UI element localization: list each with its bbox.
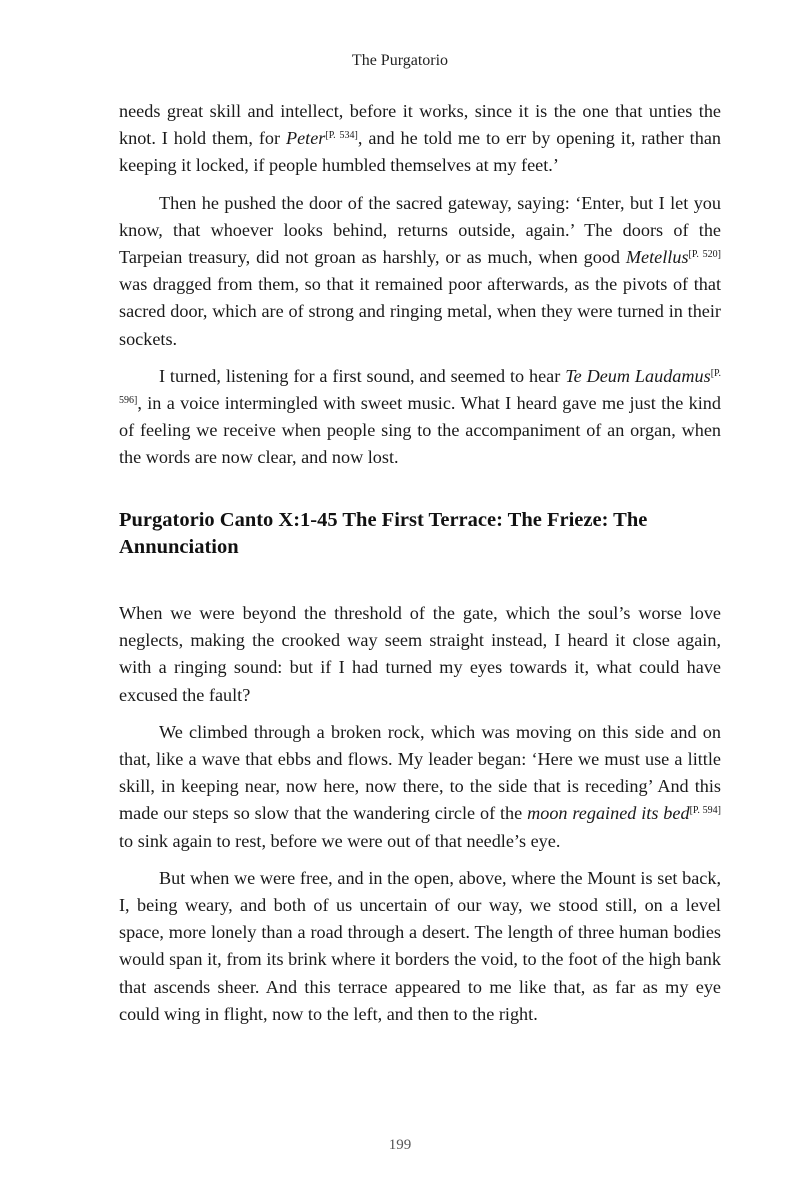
text-block-canto — [119, 600, 721, 1038]
page-reference-link[interactable]: [P. 596] — [119, 367, 722, 407]
paragraph: But when we were free, and in the open, above, where the Mount is set back, I, being weary, and both of us uncertain of our way, we stood still, on a level space, more lonely than a road through a desert. The length of three human bodies would span it, from its brink where it borders the void, to the foot of the high bank that ascends sheer. And this terrace appeared to me like that, as far as my eye could wing in flight, now to the left, and then to the right. — [119, 867, 721, 1024]
running-header: The Purgatorio — [351, 52, 449, 69]
text-block-continuation — [119, 98, 721, 482]
paragraph: I turned, listening for a first sound, and seemed to hear Te Deum Laudamus[P. 596], in a voice intermingled with sweet music. What I heard gave me just the kind of feeling we receive when people sing to the accompaniment of an organ, when the words are now clear, and now lost. — [119, 365, 722, 468]
page-reference-link[interactable]: [P. 594] — [689, 805, 721, 817]
paragraph: We climbed through a broken rock, which was moving on this side and on that, like a wave that ebbs and flows. My leader began: ‘Here we must use a little skill, in keeping near, now here, now there, to the side that is receding’ And this made our steps so slow that the wandering circle of the moon regained its bed[P. 594] to sink again to rest, before we were out of that needle’s eye. — [119, 721, 721, 851]
paragraph: When we were beyond the threshold of the gate, which the soul’s worse love neglects, making the crooked way seem straight instead, I heard it close again, with a ringing sound: but if I had turned my eyes towards it, what could have excused the fault? — [119, 603, 721, 705]
page-reference-link[interactable]: [P. 520] — [688, 249, 721, 261]
proper-name: Te Deum Laudamus — [565, 365, 711, 386]
paragraph: needs great skill and intellect, before it works, since it is the one that unties the knot. I hold them, for Peter[P. 534], and he told me to err by opening it, rather than keeping it locked, if people humbled themselves at my feet.’ — [119, 101, 721, 176]
proper-name: Metellus — [625, 247, 689, 268]
proper-name: moon regained its bed — [527, 803, 690, 824]
page-reference-link[interactable]: [P. 534] — [325, 130, 358, 142]
paragraph: Then he pushed the door of the sacred gateway, saying: ‘Enter, but I let you know, that whoever looks behind, returns outside, again.’ The doors of the Tarpeian treasury, did not groan as harshly, or as much, when good Metellus[P. 520] was dragged from them, so that it remained poor afterwards, as the pivots of that sacred door, which are of strong and ringing metal, when they were turned in their sockets. — [119, 192, 721, 349]
page-number: 199 — [388, 1137, 412, 1153]
proper-name: Peter — [286, 128, 326, 149]
section-heading: Purgatorio Canto X:1-45 The First Terrace: The Frieze: The Annunciation — [119, 509, 648, 558]
